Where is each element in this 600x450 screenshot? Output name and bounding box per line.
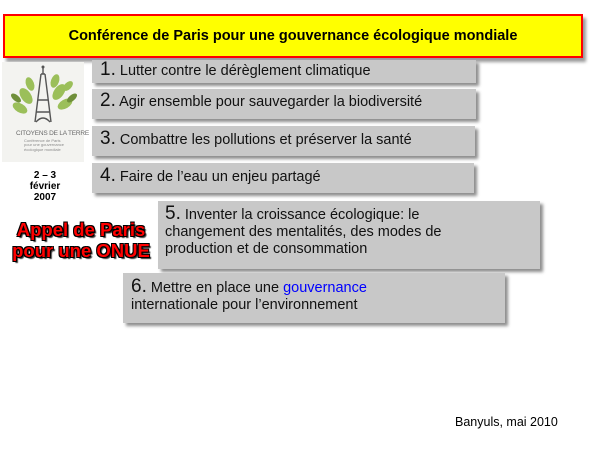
title-banner <box>3 14 583 58</box>
logo-name: CITOYENS DE LA TERRE <box>16 130 90 137</box>
item-text: Combattre les pollutions et préserver la santé <box>119 132 412 148</box>
item-number: 1. <box>100 59 116 80</box>
item-text: Agir ensemble pour sauvegarder la biodiversité <box>119 94 423 110</box>
item-text: production et de consommation <box>165 241 368 257</box>
item-text: internationale pour l’environnement <box>131 297 358 313</box>
logo-subtitle: Conférence de Paris pour une gouvernance écologique mondiale <box>24 138 65 152</box>
item-text: Faire de l’eau un enjeu partagé <box>119 169 321 185</box>
list-item-5 <box>158 201 540 269</box>
item-text: Mettre en place une <box>150 280 280 296</box>
item-number: 2. <box>100 90 116 111</box>
slide-title: Conférence de Paris pour une gouvernance écologique mondiale <box>68 28 518 44</box>
list-item-2 <box>92 89 476 119</box>
footer-location-date: Banyuls, mai 2010 <box>455 415 558 429</box>
list-item-6 <box>123 273 505 323</box>
appel-de-paris-heading: Appel de Paris pour une ONUE <box>12 219 150 261</box>
eiffel-tower-leaf-icon <box>2 62 84 130</box>
item-text: changement des mentalités, des modes de <box>165 224 442 240</box>
item-text: Inventer la croissance écologique: le <box>184 207 420 223</box>
item-number: 5. <box>165 203 181 224</box>
list-item-1 <box>92 60 476 83</box>
citoyens-de-la-terre-logo <box>2 62 90 162</box>
item-text: Lutter contre le dérèglement climatique <box>119 63 371 79</box>
item-number: 4. <box>100 165 116 186</box>
item-number: 3. <box>100 128 116 149</box>
list-item-4 <box>92 163 474 193</box>
conference-dates: 2 – 3 février 2007 <box>29 170 61 203</box>
list-item-3 <box>92 126 475 156</box>
item-number: 6. <box>131 276 147 297</box>
highlighted-word: gouvernance <box>283 280 367 296</box>
